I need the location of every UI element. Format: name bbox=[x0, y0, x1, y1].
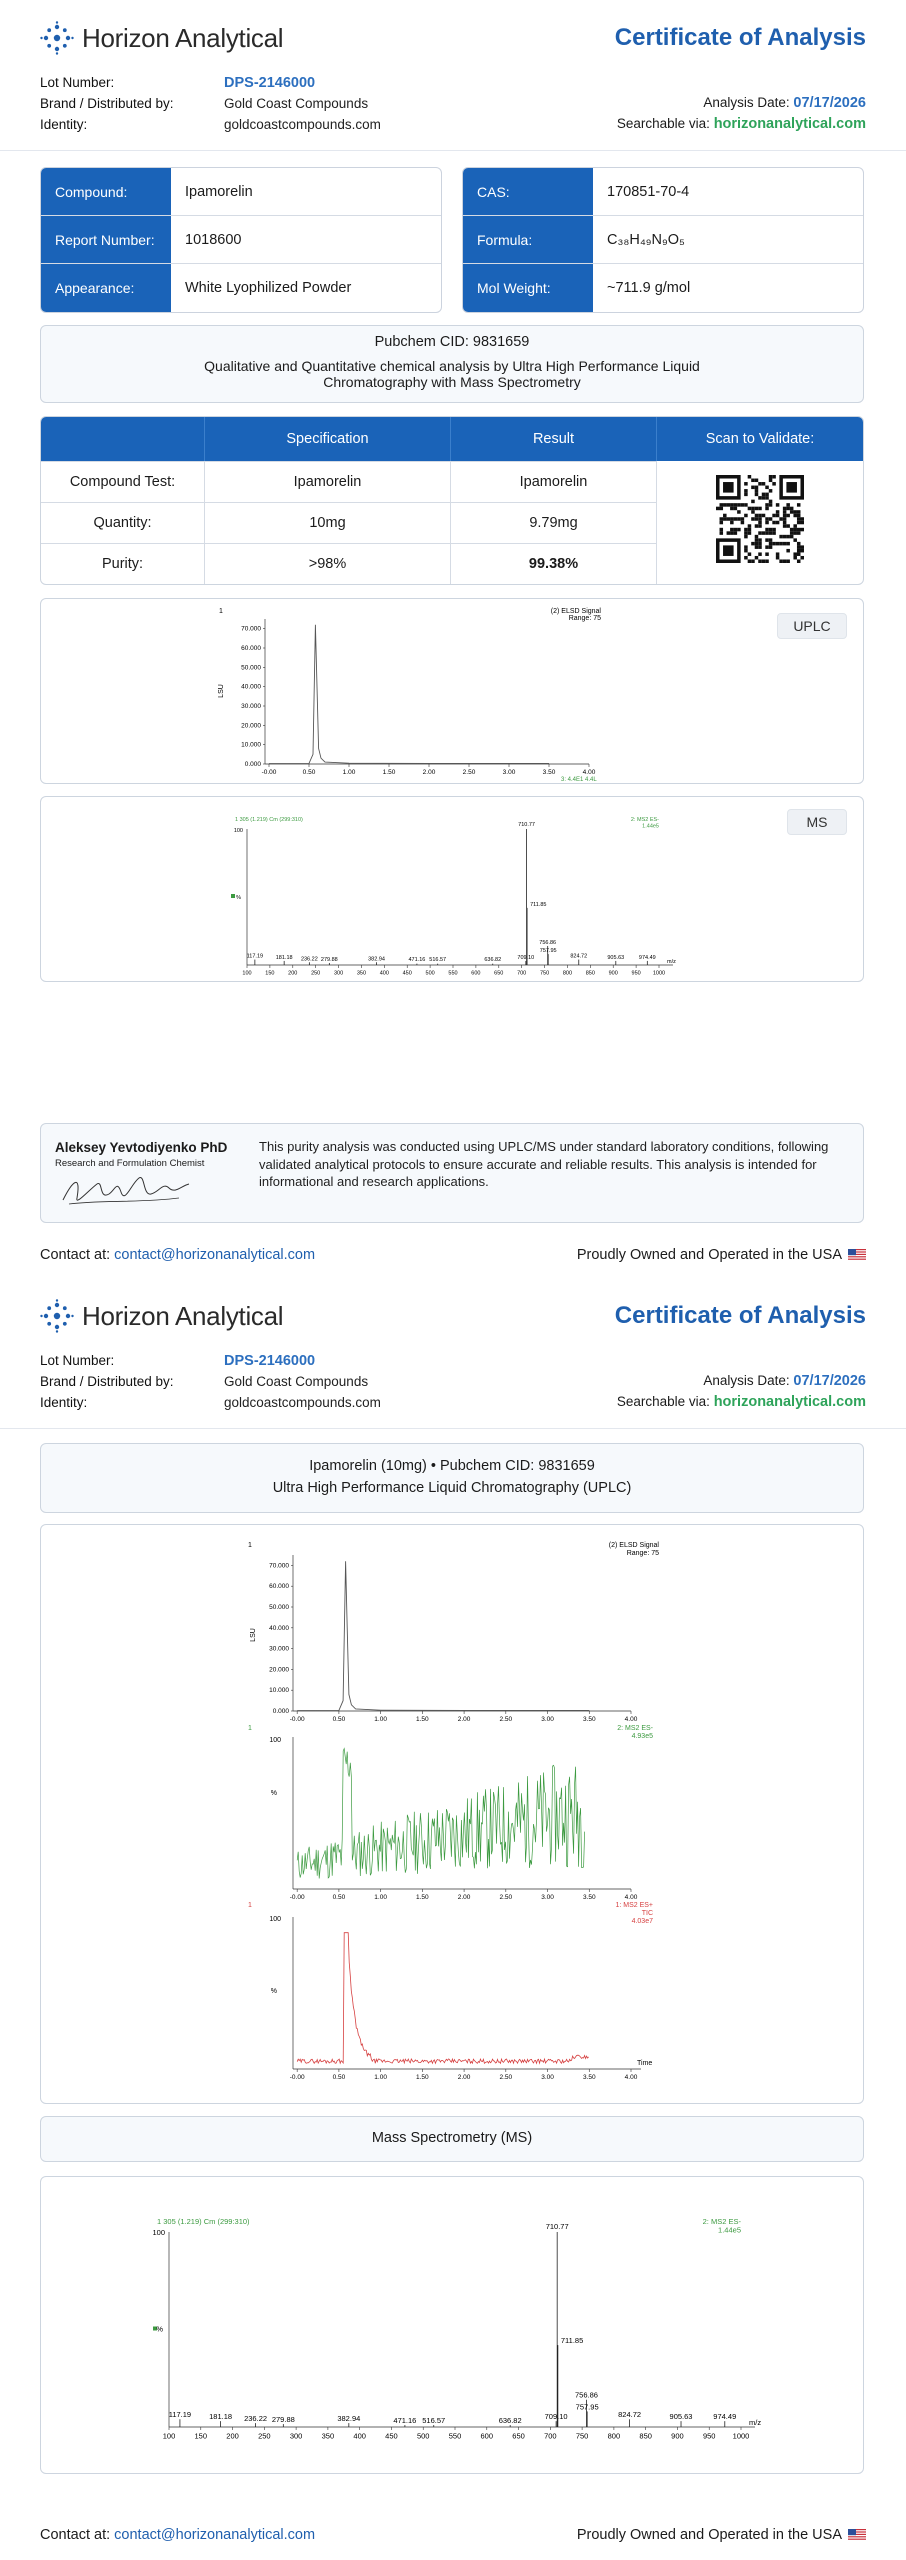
ms-x-tick-label: 100 bbox=[242, 970, 252, 977]
ms-chart bbox=[41, 797, 865, 983]
ms-x-tick-label: 300 bbox=[333, 970, 344, 977]
x-tick-label: 3.00 bbox=[502, 769, 516, 776]
ms-x-tick-label: 550 bbox=[448, 970, 458, 977]
info-key: CAS: bbox=[463, 168, 593, 215]
info-row-formula bbox=[463, 216, 863, 264]
elsd-signal-line bbox=[297, 1561, 589, 1710]
uplc-y-label: LSU bbox=[250, 1628, 257, 1642]
x-tick-label: 3.00 bbox=[541, 1894, 554, 1901]
ms-x-tick-label: 950 bbox=[702, 2431, 716, 2441]
ms-peak-label: 516.57 bbox=[422, 2416, 446, 2425]
info-value: 1018600 bbox=[185, 231, 242, 248]
document-title: Certificate of Analysis bbox=[614, 1302, 866, 1329]
usa-text: Proudly Owned and Operated in the USA bbox=[576, 2527, 842, 2543]
spec-header-specification: Specification bbox=[205, 417, 451, 461]
ms-peak-label: 709.10 bbox=[517, 954, 535, 961]
lot-label: Lot Number: bbox=[40, 1353, 115, 1368]
ms-x-tick-label: 600 bbox=[471, 970, 481, 977]
ms-peak-label: 636.82 bbox=[484, 957, 502, 963]
info-value: ~711.9 g/mol bbox=[607, 280, 691, 296]
ms-x-tick-label: 650 bbox=[512, 2431, 525, 2441]
ms-x-unit: m/z bbox=[667, 959, 676, 965]
us-flag-icon bbox=[848, 1249, 866, 1261]
x-tick-label: 2.00 bbox=[457, 1716, 471, 1723]
ms-peak-label: 181.18 bbox=[275, 954, 293, 961]
x-tick-label: 3.50 bbox=[582, 1716, 596, 1723]
row-result: Ipamorelin bbox=[451, 462, 657, 502]
header-divider bbox=[0, 1428, 906, 1429]
statement-line-2: validated analytical protocols to ensure accurate and reliable results. This analysis is intended for bbox=[259, 1156, 817, 1172]
row-result: 9.79mg bbox=[451, 503, 657, 543]
contact-email-link[interactable]: contact@horizonanalytical.com bbox=[114, 1247, 316, 1263]
tic-green-scale: 4.93e5 bbox=[631, 1733, 653, 1740]
ms-peak-label: 516.57 bbox=[429, 957, 447, 963]
row-label: Quantity: bbox=[41, 503, 205, 543]
lot-number-row bbox=[40, 75, 315, 91]
info-value: White Lyophilized Powder bbox=[185, 280, 352, 296]
y-tick-label: 0.000 bbox=[272, 1708, 289, 1715]
ms-tag: MS bbox=[787, 809, 847, 835]
burst-logo-icon bbox=[40, 21, 74, 55]
ms-x-tick-label: 200 bbox=[288, 970, 298, 977]
uplc-signal-line bbox=[269, 625, 549, 764]
x-tick-label: 1.50 bbox=[416, 1716, 429, 1723]
row-spec: >98% bbox=[205, 544, 451, 584]
spec-header-scan: Scan to Validate: bbox=[705, 431, 815, 447]
handwritten-signature bbox=[59, 1170, 199, 1210]
ms-peak-label: 279.88 bbox=[271, 2415, 295, 2425]
lot-value: DPS-2146000 bbox=[224, 1353, 316, 1369]
ms-x-tick-label: 250 bbox=[258, 2431, 271, 2441]
table-row bbox=[41, 502, 657, 543]
ms-x-tick-label: 600 bbox=[480, 2431, 494, 2441]
y-tick-label: 10.000 bbox=[241, 741, 261, 749]
y-tick-label: 30.000 bbox=[241, 703, 261, 710]
chart-corner-number: 1 bbox=[248, 1542, 252, 1549]
ms-peak-label: 236.22 bbox=[244, 2414, 268, 2424]
x-tick-label: 3.00 bbox=[541, 2074, 554, 2081]
pubchem-cid: Pubchem CID: 9831659 bbox=[374, 334, 530, 350]
ms-y-label: % bbox=[156, 2324, 163, 2334]
searchable-row bbox=[617, 116, 866, 132]
ms-x-tick-label: 300 bbox=[289, 2431, 303, 2441]
ms-peak-label: 711.85 bbox=[560, 2336, 584, 2346]
row-label: Compound Test: bbox=[41, 462, 205, 502]
info-row-appearance bbox=[41, 264, 441, 312]
tic-red-ytop: 100 bbox=[269, 1916, 281, 1923]
ms-peak-label: 382.94 bbox=[337, 2414, 361, 2424]
signal-label: (2) ELSD Signal bbox=[608, 1542, 659, 1549]
row-result: 99.38% bbox=[451, 544, 657, 584]
ms-peak-label: 757.95 bbox=[575, 2402, 599, 2412]
uplc-footer-note: 3: 4.4E1 4.4L bbox=[561, 777, 597, 783]
table-row bbox=[41, 461, 657, 502]
ms-x-tick-label: 800 bbox=[607, 2431, 621, 2441]
identity-label: Identity: bbox=[40, 1395, 88, 1410]
lot-value: DPS-2146000 bbox=[224, 75, 316, 91]
ms-y-top: 100 bbox=[152, 2228, 165, 2237]
x-tick-label: 1.00 bbox=[342, 769, 356, 776]
ms-x-tick-label: 700 bbox=[544, 2431, 557, 2441]
y-tick-label: 30.000 bbox=[269, 1645, 289, 1653]
ms-header-left: 1 305 (1.219) Cm (299:310) bbox=[157, 2217, 250, 2226]
x-tick-label: 3.50 bbox=[582, 2074, 596, 2081]
analysis-statement bbox=[259, 1138, 855, 1191]
x-tick-label: 2.50 bbox=[499, 2074, 513, 2081]
spec-header-empty bbox=[41, 417, 205, 461]
y-tick-label: 0.000 bbox=[244, 761, 261, 768]
row-label: Purity: bbox=[41, 544, 205, 584]
us-flag-icon bbox=[848, 2529, 866, 2541]
brand-name: Horizon Analytical bbox=[82, 1300, 284, 1331]
ms-peak-label: 279.88 bbox=[320, 956, 338, 963]
info-value: C₃₈H₄₉N₉O₅ bbox=[607, 231, 685, 248]
ms-x-unit: m/z bbox=[749, 2418, 762, 2427]
identity-label: Identity: bbox=[40, 117, 88, 132]
ms-peak-label: 636.82 bbox=[498, 2416, 522, 2425]
info-row-compound bbox=[41, 168, 441, 216]
uplc-y-label: LSU bbox=[218, 684, 225, 698]
chart-corner-number: 1 bbox=[248, 1902, 252, 1909]
ms-header-right: 2: MS2 ES- bbox=[702, 2217, 741, 2226]
y-tick-label: 60.000 bbox=[269, 1583, 289, 1591]
brand-logo-page2 bbox=[40, 1298, 283, 1334]
ms-peak-label: 974.49 bbox=[638, 954, 656, 961]
spec-header-result: Result bbox=[451, 417, 657, 461]
tic-red-scale: 4.03e7 bbox=[631, 1918, 653, 1925]
signal-label: (2) ELSD Signal bbox=[550, 608, 601, 615]
table-row bbox=[41, 543, 657, 584]
row-spec: 10mg bbox=[205, 503, 451, 543]
chemical-info-table bbox=[462, 167, 864, 313]
ms-x-tick-label: 450 bbox=[385, 2431, 398, 2441]
date-value: 07/17/2026 bbox=[793, 95, 866, 111]
ms-x-tick-label: 200 bbox=[226, 2431, 239, 2441]
x-tick-label: 2.00 bbox=[457, 1894, 471, 1901]
ms-section-panel bbox=[40, 2116, 864, 2162]
ms-peak-label: 471.16 bbox=[408, 957, 426, 963]
statement-line-3: informational and research applications. bbox=[259, 1174, 489, 1189]
tic-green-line bbox=[297, 1749, 584, 1879]
ms-peak-label: 710.77 bbox=[545, 2222, 569, 2231]
x-tick-label: 3.50 bbox=[542, 769, 556, 776]
info-row-mol-weight bbox=[463, 264, 863, 312]
ms-panel-title: Mass Spectrometry (MS) bbox=[371, 2130, 533, 2146]
signal-range: Range: 75 bbox=[626, 1550, 659, 1557]
y-tick-label: 40.000 bbox=[269, 1624, 289, 1632]
header-divider bbox=[0, 150, 906, 151]
x-tick-label: 0.50 bbox=[332, 1716, 346, 1723]
y-tick-label: 40.000 bbox=[241, 683, 261, 691]
signal-range: Range: 75 bbox=[568, 615, 601, 622]
ms-x-tick-label: 350 bbox=[321, 2431, 335, 2441]
tic-red-ylabel: % bbox=[270, 1988, 277, 1995]
time-label: Time bbox=[637, 2060, 653, 2067]
info-key: Report Number: bbox=[41, 216, 171, 263]
info-key: Appearance: bbox=[41, 264, 171, 312]
ms-header-right: 2: MS2 ES- bbox=[630, 817, 659, 823]
brand-row bbox=[40, 96, 368, 111]
brand-label: Brand / Distributed by: bbox=[40, 96, 174, 111]
contact-footer bbox=[40, 1247, 315, 1263]
panel-line-2: Ultra High Performance Liquid Chromatography (UPLC) bbox=[272, 1480, 632, 1496]
burst-logo-icon bbox=[40, 1299, 74, 1333]
search-value[interactable]: horizonanalytical.com bbox=[713, 116, 866, 132]
ms-x-tick-label: 500 bbox=[425, 970, 435, 977]
y-tick-label: 70.000 bbox=[241, 625, 261, 633]
x-tick-label: 1.00 bbox=[374, 1894, 387, 1901]
qr-code-icon[interactable] bbox=[716, 475, 804, 563]
identity-row bbox=[40, 1395, 381, 1410]
y-tick-label: 70.000 bbox=[269, 1562, 289, 1570]
ms-x-tick-label: 100 bbox=[162, 2431, 176, 2441]
search-value[interactable]: horizonanalytical.com bbox=[713, 1394, 866, 1410]
x-tick-label: 1.50 bbox=[416, 2074, 429, 2081]
statement-line-1: This purity analysis was conducted using UPLC/MS under standard laboratory conditions, following bbox=[259, 1139, 829, 1154]
ms-peak-label: 117.19 bbox=[168, 2410, 192, 2420]
usa-text: Proudly Owned and Operated in the USA bbox=[576, 1247, 842, 1263]
brand-logo bbox=[40, 20, 283, 56]
ms-x-tick-label: 900 bbox=[671, 2431, 684, 2441]
pubchem-panel bbox=[40, 325, 864, 403]
analysis-date-row bbox=[703, 95, 866, 111]
y-tick-label: 50.000 bbox=[241, 664, 261, 672]
x-tick-label: 4.00 bbox=[582, 769, 596, 776]
ms-x-tick-label: 800 bbox=[562, 970, 573, 977]
ms-x-tick-label: 1000 bbox=[652, 970, 666, 977]
ms-x-tick-label: 750 bbox=[575, 2431, 589, 2441]
ms-peak-label: 905.63 bbox=[669, 2412, 693, 2422]
ms-peak-label: 711.85 bbox=[530, 901, 547, 908]
ms-header-left: 1 305 (1.219) Cm (299:310) bbox=[235, 817, 303, 823]
brand-row bbox=[40, 1374, 368, 1389]
x-tick-label: 2.00 bbox=[422, 769, 436, 776]
uplc-section-panel bbox=[40, 1443, 864, 1513]
ms-peak-label: 974.49 bbox=[713, 2412, 737, 2422]
search-label: Searchable via: bbox=[616, 116, 710, 131]
analysis-date-row bbox=[703, 1373, 866, 1389]
panel-line-1: Ipamorelin (10mg) • Pubchem CID: 9831659 bbox=[309, 1458, 595, 1474]
x-tick-label: 1.00 bbox=[374, 1716, 387, 1723]
ms-header-scale: 1.44e5 bbox=[642, 823, 659, 830]
x-tick-label: 2.50 bbox=[462, 769, 476, 776]
brand-value: Gold Coast Compounds bbox=[224, 96, 369, 111]
date-value: 07/17/2026 bbox=[793, 1373, 866, 1389]
signer-name: Aleksey Yevtodiyenko PhD bbox=[55, 1140, 228, 1155]
tic-red-type: TIC bbox=[641, 1910, 653, 1917]
ms-x-tick-label: 650 bbox=[494, 970, 504, 977]
ms-x-tick-label: 400 bbox=[353, 2431, 366, 2441]
ms-peak-label: 757.95 bbox=[539, 948, 557, 955]
ms-peak-label: 117.19 bbox=[246, 953, 264, 960]
y-tick-label: 50.000 bbox=[269, 1604, 289, 1611]
ms-y-top: 100 bbox=[233, 828, 243, 834]
y-tick-label: 20.000 bbox=[269, 1666, 289, 1674]
x-tick-label: 2.50 bbox=[499, 1894, 513, 1901]
ms-x-tick-label: 500 bbox=[416, 2431, 430, 2441]
contact-footer bbox=[40, 2527, 315, 2543]
y-tick-label: 20.000 bbox=[241, 722, 261, 730]
chart-corner-number: 1 bbox=[219, 608, 223, 615]
x-tick-label: 0.50 bbox=[332, 1894, 346, 1901]
x-tick-label: 4.00 bbox=[624, 1716, 638, 1723]
tic-green-label: 2: MS2 ES- bbox=[617, 1725, 653, 1732]
info-row-cas bbox=[463, 168, 863, 216]
x-tick-label: 2.50 bbox=[499, 1716, 513, 1723]
ms-peak-label: 181.18 bbox=[209, 2412, 233, 2422]
ms-x-tick-label: 150 bbox=[194, 2431, 208, 2441]
ms-peak-label: 756.86 bbox=[539, 939, 557, 946]
document-title: Certificate of Analysis bbox=[614, 24, 866, 51]
ms-peak-label: 756.86 bbox=[574, 2390, 598, 2400]
identity-value: goldcoastcompounds.com bbox=[224, 1395, 381, 1410]
x-tick-label: 1.00 bbox=[374, 2074, 387, 2081]
identity-value: goldcoastcompounds.com bbox=[224, 117, 381, 132]
ms-x-tick-label: 250 bbox=[311, 970, 321, 977]
searchable-row bbox=[617, 1394, 866, 1410]
y-tick-label: 10.000 bbox=[269, 1687, 289, 1695]
contact-label: Contact at: bbox=[40, 2527, 111, 2543]
tic-red-line bbox=[297, 1933, 588, 2064]
lot-number-row bbox=[40, 1353, 315, 1369]
ms-peak-label: 709.10 bbox=[544, 2412, 568, 2422]
contact-email-link[interactable]: contact@horizonanalytical.com bbox=[114, 2527, 316, 2543]
brand-label: Brand / Distributed by: bbox=[40, 1374, 174, 1389]
chart-corner-number: 1 bbox=[248, 1725, 252, 1732]
tic-red-label: 1: MS2 ES+ bbox=[615, 1902, 653, 1909]
ms-peak-label: 824.72 bbox=[618, 2410, 642, 2420]
identity-row bbox=[40, 117, 381, 132]
ms-peak-label: 236.22 bbox=[300, 956, 318, 963]
x-tick-label: 3.00 bbox=[541, 1716, 554, 1723]
date-label: Analysis Date: bbox=[703, 1373, 790, 1388]
uplc-tag: UPLC bbox=[777, 613, 847, 639]
ms-x-tick-label: 150 bbox=[265, 970, 275, 977]
ms-x-tick-label: 750 bbox=[539, 970, 550, 977]
ms-x-tick-label: 350 bbox=[356, 970, 367, 977]
spec-header-row bbox=[41, 417, 863, 461]
ms-x-tick-label: 700 bbox=[517, 970, 527, 977]
ms-x-tick-label: 850 bbox=[639, 2431, 652, 2441]
ms-y-label: % bbox=[236, 895, 241, 901]
ms-peak-label: 471.16 bbox=[393, 2416, 417, 2425]
x-tick-label: 1.50 bbox=[382, 769, 396, 776]
signer-title: Research and Formulation Chemist bbox=[55, 1158, 205, 1169]
ms-detail-chart bbox=[41, 2177, 865, 2475]
brand-value: Gold Coast Compounds bbox=[224, 1374, 369, 1389]
ms-marker bbox=[231, 894, 235, 898]
ms-peak-label: 905.63 bbox=[607, 954, 625, 961]
row-spec: Ipamorelin bbox=[205, 462, 451, 502]
usa-footer bbox=[577, 2527, 866, 2543]
ms-x-tick-label: 900 bbox=[608, 970, 618, 977]
ms-header-scale: 1.44e5 bbox=[718, 2225, 741, 2235]
date-label: Analysis Date: bbox=[703, 95, 790, 110]
ms-x-tick-label: 550 bbox=[448, 2431, 462, 2441]
uplc-detail-chart-box bbox=[40, 1524, 864, 2104]
x-tick-label: 0.50 bbox=[332, 2074, 346, 2081]
x-tick-label: 4.00 bbox=[624, 1894, 638, 1901]
x-tick-label: -0.00 bbox=[289, 1894, 305, 1901]
x-tick-label: -0.00 bbox=[261, 769, 277, 776]
ms-x-tick-label: 1000 bbox=[732, 2431, 750, 2441]
signature-panel bbox=[40, 1123, 864, 1223]
info-key: Mol Weight: bbox=[463, 264, 593, 312]
x-tick-label: -0.00 bbox=[289, 2074, 305, 2081]
x-tick-label: 2.00 bbox=[457, 2074, 471, 2081]
compound-info-table bbox=[40, 167, 442, 313]
search-label: Searchable via: bbox=[616, 1394, 710, 1409]
y-tick-label: 60.000 bbox=[241, 645, 261, 652]
ms-peak-label: 824.72 bbox=[570, 953, 588, 960]
ms-x-tick-label: 400 bbox=[379, 970, 389, 977]
ms-peak-label: 710.77 bbox=[518, 822, 536, 828]
uplc-chart-box bbox=[40, 598, 864, 784]
tic-green-ylabel: % bbox=[270, 1790, 277, 1797]
x-tick-label: 3.50 bbox=[582, 1894, 596, 1901]
brand-name: Horizon Analytical bbox=[82, 22, 284, 53]
lot-label: Lot Number: bbox=[40, 75, 115, 90]
tic-green-ytop: 100 bbox=[269, 1737, 281, 1744]
info-key: Formula: bbox=[463, 216, 593, 263]
usa-footer bbox=[577, 1247, 866, 1263]
specification-table bbox=[40, 416, 864, 585]
ms-detail-chart-box bbox=[40, 2176, 864, 2474]
contact-label: Contact at: bbox=[40, 1247, 111, 1263]
x-tick-label: 4.00 bbox=[624, 2074, 638, 2081]
info-key: Compound: bbox=[41, 168, 171, 215]
info-row-report-number bbox=[41, 216, 441, 264]
ms-chart-box bbox=[40, 796, 864, 982]
x-tick-label: 0.50 bbox=[302, 769, 316, 776]
ms-x-tick-label: 950 bbox=[631, 970, 641, 977]
ms-x-tick-label: 850 bbox=[585, 970, 595, 977]
x-tick-label: 1.50 bbox=[416, 1894, 429, 1901]
uplc-chart bbox=[41, 599, 865, 785]
method-line-1: Qualitative and Quantitative chemical analysis by Ultra High Performance Liquid bbox=[204, 358, 700, 374]
info-value: Ipamorelin bbox=[185, 183, 253, 200]
ms-peak-label: 382.94 bbox=[368, 956, 385, 963]
x-tick-label: -0.00 bbox=[289, 1716, 305, 1723]
uplc-detail-chart bbox=[41, 1525, 865, 2105]
info-value: 170851-70-4 bbox=[607, 183, 690, 200]
ms-x-tick-label: 450 bbox=[402, 970, 412, 977]
method-line-2: Chromatography with Mass Spectrometry bbox=[323, 374, 581, 390]
